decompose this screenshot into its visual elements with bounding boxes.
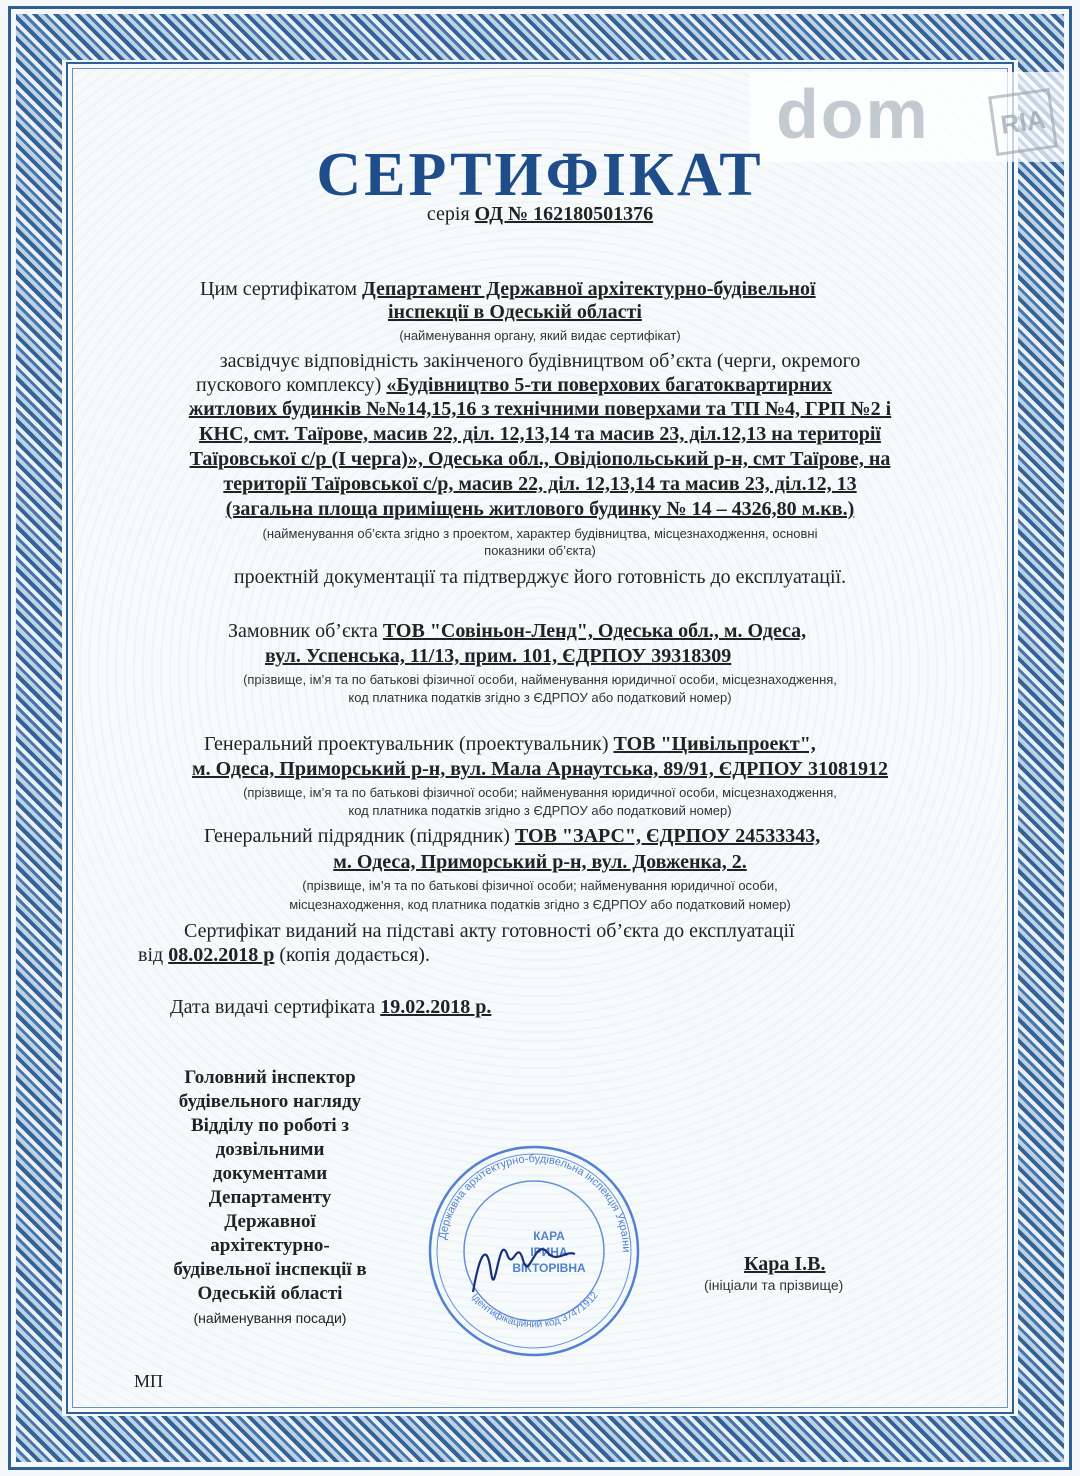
designer-caption-2: код платника податків згідно з ЄДРПОУ або податковий номер) <box>348 803 732 818</box>
object-line-1 <box>196 374 832 396</box>
issuer-line-2 <box>388 301 642 323</box>
basis-suffix: (копія додається). <box>279 944 430 966</box>
position-line: Відділу по роботі з <box>190 1115 350 1136</box>
object-line-6 <box>0 498 1080 520</box>
basis-line-1: Сертифікат виданий на підставі акту готовності об’єкта до експлуатації <box>184 920 795 942</box>
certificate-title: СЕРТИФІКАТ <box>316 141 764 209</box>
stamp-center-2: ІРИНА <box>530 1245 568 1259</box>
object-line-4 <box>0 448 1080 470</box>
stamp-bottom-ring-text: Ідентифікаційний код 37471912 <box>468 1290 601 1331</box>
position-line: будівельного нагляду <box>178 1091 362 1112</box>
signatory-position <box>140 1066 400 1330</box>
official-stamp <box>425 1142 643 1360</box>
object-name-1: «Будівництво 5-ти поверхових багатоквартирних <box>386 374 833 396</box>
contractor-lead: Генеральний підрядник (підрядник) <box>204 825 510 847</box>
customer-name-1: ТОВ "Совіньон-Ленд", Одеська обл., м. Одеса, <box>382 620 807 642</box>
issue-date-label: Дата видачі сертифіката <box>170 996 376 1018</box>
object-line-5 <box>0 473 1080 495</box>
watermark-ria-logo: RIA <box>988 88 1058 156</box>
customer-name-2: вул. Успенська, 11/13, прим. 101, ЄДРПОУ 39318309 <box>265 645 732 667</box>
series-prefix: серія <box>426 203 470 225</box>
series-number <box>0 203 1080 226</box>
position-line: будівельної інспекції в <box>173 1259 367 1280</box>
designer-line-2 <box>0 758 1080 780</box>
position-line: Департаменту <box>208 1187 332 1208</box>
signatory-name-caption: (ініціали та прізвище) <box>704 1277 844 1293</box>
position-line: архітектурно- <box>210 1235 330 1256</box>
customer-line-2 <box>265 645 731 667</box>
contractor-name-1: ТОВ "ЗАРС", ЄДРПОУ 24533343, <box>514 825 821 847</box>
customer-line-1 <box>228 620 806 642</box>
contractor-caption-2: місцезнаходження, код платника податків згідно з ЄДРПОУ або податковий номер) <box>289 897 791 912</box>
object-line-2 <box>0 398 1080 420</box>
contractor-line-2 <box>0 851 1080 873</box>
customer-caption-1: (прізвище, ім’я та по батькові фізичної особи, найменування юридичної особи, місцезнаходження, <box>243 672 837 687</box>
issuer-lead: Цим сертифікатом <box>200 278 358 300</box>
object-intro-1: засвідчує відповідність закінченого будівництвом об’єкта (черги, окремого <box>219 350 861 372</box>
issue-date-line <box>170 996 491 1018</box>
designer-caption-1: (прізвище, ім’я та по батькові фізичної особи; найменування юридичної особи, місцезнаходження, <box>243 785 837 800</box>
stamp-center-3: ВІКТОРІВНА <box>512 1261 586 1275</box>
designer-line-1 <box>204 733 816 755</box>
position-line: Одеській області <box>197 1283 343 1304</box>
basis-prefix: від <box>138 944 164 966</box>
object-name-5: території Таїровської с/р, масив 22, діл. 12,13,14 та масив 23, діл.12, 13 <box>223 473 857 495</box>
designer-name-2: м. Одеса, Приморський р-н, вул. Мала Арнаутська, 89/91, ЄДРПОУ 31081912 <box>192 758 888 780</box>
position-line: Державної <box>224 1211 316 1232</box>
contractor-caption-1: (прізвище, ім’я та по батькові фізичної особи; найменування юридичної особи, <box>302 878 778 893</box>
basis-date: 08.02.2018 р <box>168 944 275 966</box>
position-line: дозвільними <box>215 1139 325 1160</box>
issuer-caption: (найменування органу, який видає сертифікат) <box>399 328 681 343</box>
object-intro-2: пускового комплексу) <box>196 374 382 396</box>
issuer-name-2: інспекції в Одеській області <box>388 301 642 323</box>
designer-name-1: ТОВ "Цивільпроект", <box>613 733 816 755</box>
object-caption-2: показники об’єкта) <box>484 543 596 558</box>
issuer-name-1: Департамент Державної архітектурно-будівельної <box>362 278 816 300</box>
contractor-name-2: м. Одеса, Приморський р-н, вул. Довженка, 2. <box>333 851 747 873</box>
basis-line-2 <box>138 944 430 966</box>
watermark-text: dom <box>776 75 930 153</box>
customer-lead: Замовник об’єкта <box>228 620 378 642</box>
object-closing: проектній документації та підтверджує його готовність до експлуатації. <box>233 566 847 588</box>
position-line: документами <box>212 1163 328 1184</box>
object-name-2: житлових будинків №№14,15,16 з технічними поверхами та ТП №4, ГРП №2 і <box>188 398 892 420</box>
stamp-outer-ring-text: Державна архітектурно-будівельна інспекція України <box>436 1152 633 1253</box>
contractor-line-1 <box>204 825 820 847</box>
customer-caption-2: код платника податків згідно з ЄДРПОУ або податковий номер) <box>348 690 732 705</box>
object-name-4: Таїровської с/р (І черга)», Одеська обл., Овідіопольський р-н, смт Таїрове, на <box>189 448 891 470</box>
object-name-3: КНС, смт. Таїрове, масив 22, діл. 12,13,14 та масив 23, діл.12,13 на території <box>199 423 881 445</box>
position-line: Головний інспектор <box>184 1067 356 1088</box>
position-caption: (найменування посади) <box>193 1310 347 1326</box>
svg-text:Ідентифікаційний код 37471912 <box>469 1290 601 1331</box>
object-line-3 <box>0 423 1080 445</box>
stamp-center-1: КАРА <box>533 1229 565 1243</box>
series-value: ОД № 162180501376 <box>474 203 654 225</box>
designer-lead: Генеральний проектувальник (проектувальник) <box>204 733 609 755</box>
issuer-line-1 <box>200 278 816 300</box>
signatory-name: Кара І.В. <box>744 1253 826 1275</box>
object-name-6: (загальна площа приміщень житлового будинку № 14 – 4326,80 м.кв.) <box>225 498 855 520</box>
mp-mark: МП <box>134 1371 164 1391</box>
issue-date-value: 19.02.2018 р. <box>380 996 492 1018</box>
object-caption-1: (найменування об’єкта згідно з проектом, характер будівництва, місцезнаходження, основні <box>262 526 818 541</box>
